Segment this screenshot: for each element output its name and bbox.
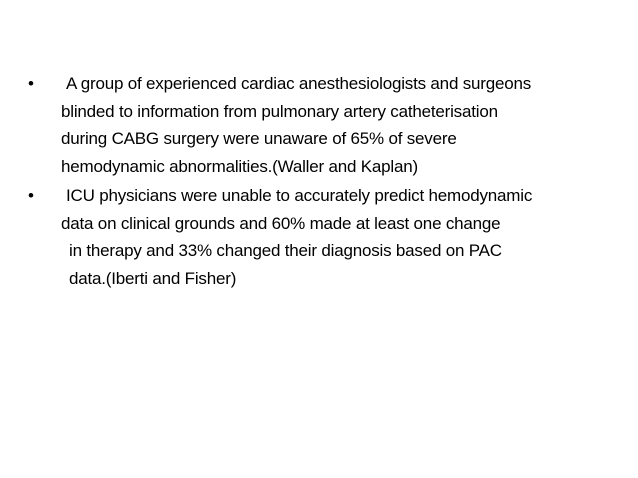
bullet-line: hemodynamic abnormalities.(Waller and Kaplan) (61, 156, 418, 176)
bullet-line: ICU physicians were unable to accurately predict hemodynamic (66, 186, 533, 205)
bullet-marker: • (28, 186, 34, 205)
bullet-line: in therapy and 33% changed their diagnosis based on PAC (69, 241, 502, 260)
bullet-item-waller-kaplan (28, 70, 618, 180)
bullet-list (28, 70, 618, 292)
bullet-line: during CABG surgery were unaware of 65% of severe (61, 129, 457, 148)
bullet-marker: • (28, 74, 34, 93)
bullet-line: data on clinical grounds and 60% made at least one change (61, 213, 501, 233)
bullet-line: A group of experienced cardiac anesthesiologists and surgeons (66, 74, 532, 93)
bullet-line: data.(Iberti and Fisher) (69, 268, 237, 288)
bullet-line: blinded to information from pulmonary artery catheterisation (61, 101, 498, 121)
bullet-item-iberti-fisher (28, 182, 618, 292)
